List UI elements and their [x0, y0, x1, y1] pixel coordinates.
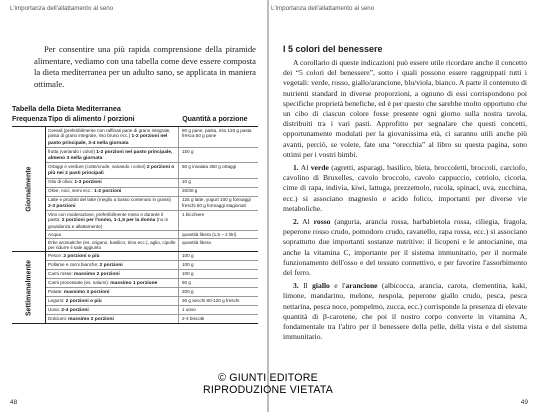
table-row — [46, 315, 258, 323]
table-section-giornalmente — [12, 127, 258, 252]
food-type-cell — [46, 148, 179, 162]
paragraph-text: Il — [298, 281, 313, 291]
table-section-settimanalmente — [12, 252, 258, 324]
portion-text: 1-3 porzioni — [74, 180, 102, 186]
paragraph-text: (anguria, arancia rossa, barbabietola rossa, ciliegia, fragola, peperone rosso crudo, pomodoro crudo, ravanello, rapa rossa, ecc.) si associano soprattutto due importanti sostanze nutritive: il licopeni e le antocianine, ma anche la vitamina C, importante per il sistema immunitario, per il normale funzionamento dell'osso e del tessuto connettivo, e per favorire l'assorbimento del ferro. — [283, 217, 527, 278]
table-row — [46, 279, 258, 288]
table-row — [46, 297, 258, 306]
color-keyword: arancione — [345, 281, 378, 291]
food-text: frutta (variando i colori) — [48, 148, 95, 154]
food-text: Patate: — [48, 289, 63, 295]
food-type-cell — [46, 163, 179, 177]
table-row — [46, 306, 258, 315]
food-text: Carni processate (es. salumi): — [48, 280, 110, 286]
intro-paragraph: Per consentire una più rapida comprensione della piramide alimentare, vediamo con una tabella come deve essere composta la dieta mediterranea per un adulto sano, se applicata in maniera ottimale. — [34, 44, 256, 89]
food-text: Olio di oliva: — [48, 179, 74, 185]
food-text: Erbe aromatiche (es. origano, basilico, timo ecc.), aglio, cipolle per ridurre il sale aggiunto — [48, 239, 176, 251]
food-type-cell — [46, 252, 179, 260]
portion-text: 2-4 porzioni — [61, 308, 89, 314]
food-type-cell — [46, 297, 179, 305]
list-number: 3. — [293, 281, 299, 291]
header-frequency: Frequenza — [12, 116, 48, 123]
color-keyword: verde — [310, 163, 329, 173]
paragraph-text: (albicocca, arancia, carota, clementina, kaki, limone, mandarino, melone, nespola, peperone giallo crudo, pesca, pesca nettarina, pesca noce, pompelmo, zucca, ecc.) corrisponde la presenza di elevate quantità di β-carotene, che poi il nostro corpo converte in vitamina A, fondamentale tra l'altro per il benessere della pelle, della vista e del sistema immunitario. — [283, 281, 528, 342]
table-row — [46, 239, 258, 251]
food-text: Pesce: — [48, 253, 63, 259]
page-number-left: 48 — [10, 399, 18, 406]
food-text: Cereali (preferibilmente non raffinati pane di grano integrale, pasta di grano integrale, riso bruno ecc.) — [48, 127, 171, 139]
portion-text: 2 porzioni o più — [63, 254, 100, 260]
body-paragraph — [283, 281, 527, 342]
portion-text: massimo 2 porzioni — [68, 317, 114, 323]
food-type-cell — [46, 179, 179, 187]
section-rows — [46, 127, 258, 251]
table-title: Tabella della Dieta Mediterranea — [12, 104, 121, 113]
header-food-type: Tipo di alimento / porzioni — [48, 116, 135, 123]
table-row — [46, 163, 258, 178]
table-sections — [12, 127, 258, 324]
food-text: Latte e prodotti del latte (meglio a basso contenuto in grassi) — [48, 197, 172, 203]
watermark-reproduction: RIPRODUZIONE VIETATA — [203, 384, 333, 396]
quantity-cell: 100 g — [182, 262, 194, 268]
color-keyword: giallo — [312, 281, 330, 291]
food-type-cell — [46, 188, 179, 196]
paragraph-text: Al — [298, 163, 311, 173]
quantity-cell: 100 g — [182, 253, 194, 259]
portion-text: 2 porzioni per l'uomo, 1-1,5 per la donna — [61, 218, 156, 224]
quantity-cell: 150 g — [182, 148, 194, 154]
food-text: Carni rosse: — [48, 271, 73, 277]
quantity-cell: 1 uovo — [182, 307, 196, 313]
food-text: Pollame e carni bianche: — [48, 262, 99, 268]
table-row — [46, 197, 258, 211]
portion-text: 1-2 porzioni nel pasto principale, almeno 3 nella giornata — [48, 149, 173, 162]
portion-text: 2-3 porzioni — [48, 203, 76, 209]
paragraph-text: e l' — [329, 281, 346, 291]
frequency-label: Giornalmente — [25, 166, 32, 212]
food-type-cell — [46, 211, 179, 230]
quantity-cell: 2-4 biscotti — [182, 316, 205, 322]
quantity-cell: 50 g insalata 250 g ortaggi — [182, 164, 237, 170]
quantity-cell: quantità libera — [182, 239, 211, 245]
running-head-left: L'importanza dell'allattamento al seno — [10, 5, 114, 12]
paragraph-text: Al — [298, 217, 314, 227]
food-text: Ortaggi e verdure (cotte/crude, variando i colori) — [48, 164, 146, 170]
running-head-right: L'importanza dell'allattamento al seno — [271, 5, 375, 12]
paragraph-text: (agretti, asparagi, basilico, bieta, broccoletti, broccoli, carciofo, cavolino di Bruxelles, cavolo broccolo, cavolo cappuccio, cetriolo, cicoria, cime di rapa, indivia, kiwi, lattuga, prezzemolo, rucola, spinaci, uva, zucchina, ecc.) si associano magnesio e acido folico, importanti per diverse vie metaboliche. — [283, 163, 527, 213]
diet-table — [12, 116, 258, 324]
quantity-cell: 20/30 g — [182, 188, 198, 194]
portion-text: 2 porzioni o più — [65, 299, 102, 305]
portion-text: 1-2 porzioni nel pasto principale, 3-4 nella giornata — [48, 134, 168, 146]
food-text: Uova: — [48, 307, 61, 313]
portion-text: massimo 2 porzioni — [74, 272, 120, 278]
section-title: I 5 colori del benessere — [283, 44, 383, 54]
quantity-cell: 1 bicchiere — [182, 211, 205, 217]
food-text: Acqua — [48, 231, 62, 237]
food-type-cell — [46, 315, 179, 323]
body-paragraph — [283, 58, 527, 160]
table-row — [46, 127, 258, 148]
table-row — [46, 148, 258, 163]
portion-text: massimo 3 porzioni — [63, 290, 110, 296]
watermark-copyright: © GIUNTI EDITORE — [218, 372, 318, 384]
list-number: 1. — [293, 163, 299, 173]
frequency-label: Settimanalmente — [25, 259, 32, 316]
table-row — [46, 179, 258, 188]
body-paragraph — [283, 163, 527, 214]
frequency-label-cell — [12, 252, 46, 323]
paragraph-text: A corollario di queste indicazioni può essere utile ricordare anche il concetto dei “5 colori del benessere”, sotto i quali possono essere raggruppati tutti i vegetali: verde, rosso, giallo/arancione, blu/viola, bianco. A parte il contenuto di nutrienti standard in diverse proporzioni, a ognuno di essi corrispondono poi specifiche proprietà benefiche, ed è per questo che sarebbe molto opportuno che un cibo di ciascun colore fosse presente ogni giorno sulla nostra tavola, distribuiti tra i vari pasti. Approfitto per segnalare che questi concetti, opportunamente modulati per la giovanissima età, ci saranno utili anche più avanti, perciò, se volete, fate una “orecchia” al libro su questa pagina, sono ottimi per i vostri bimbi. — [283, 58, 527, 159]
food-type-cell — [46, 270, 179, 278]
table-header — [12, 116, 258, 127]
food-type-cell — [46, 288, 179, 296]
table-row — [46, 231, 258, 239]
left-page — [0, 0, 267, 412]
food-type-cell — [46, 239, 179, 251]
quantity-cell: quantità libera (1,5 – 2 litri) — [182, 231, 237, 237]
quantity-cell: 125 g latte, yogurt 100 g formaggi freschi 50 g formaggi stagionati — [182, 197, 251, 208]
table-row — [46, 288, 258, 297]
portion-text: 2 porzioni — [99, 263, 123, 269]
body-paragraph — [283, 217, 527, 278]
food-type-cell — [46, 127, 179, 147]
table-row — [46, 270, 258, 279]
section-rows — [46, 252, 258, 323]
table-row — [46, 252, 258, 261]
quantity-cell: 50 g — [182, 280, 191, 286]
portion-text: 2 porzioni o più nei 2 pasti principali — [48, 165, 175, 177]
table-row — [46, 211, 258, 231]
food-type-cell — [46, 197, 179, 210]
food-text: Legumi: — [48, 298, 65, 304]
portion-text: 1-2 porzioni — [93, 189, 122, 195]
right-body-text — [283, 58, 527, 345]
portion-text: massimo 1 porzione — [110, 281, 158, 287]
quantity-cell: 30 g secchi 80-120 g freschi — [182, 298, 240, 304]
food-text: Dolciumi: — [48, 316, 67, 322]
food-type-cell — [46, 231, 179, 238]
food-type-cell — [46, 279, 179, 287]
page-number-right: 49 — [520, 399, 528, 406]
quantity-cell: 100 g — [182, 271, 194, 277]
table-row — [46, 261, 258, 270]
food-type-cell — [46, 306, 179, 314]
quantity-cell: 200 g — [182, 289, 194, 295]
quantity-cell: 80 g pane, pasta, riso 120 g pasta fresca 50 g pane — [182, 127, 252, 139]
food-text: Vino con moderazione, preferibilmente rosso e durante il pasto: — [48, 211, 164, 223]
right-page — [269, 0, 536, 412]
frequency-label-cell — [12, 127, 46, 251]
food-type-cell — [46, 261, 179, 269]
list-number: 2. — [293, 217, 299, 227]
food-text: (no in gravidanza e allattamento) — [48, 217, 169, 229]
table-row — [46, 188, 258, 197]
header-quantity: Quantità a porzione — [182, 116, 248, 123]
food-text: Olive, noci, semi ecc.: — [48, 188, 93, 194]
quantity-cell: 10 g — [182, 179, 191, 185]
color-keyword: rosso — [313, 217, 331, 227]
